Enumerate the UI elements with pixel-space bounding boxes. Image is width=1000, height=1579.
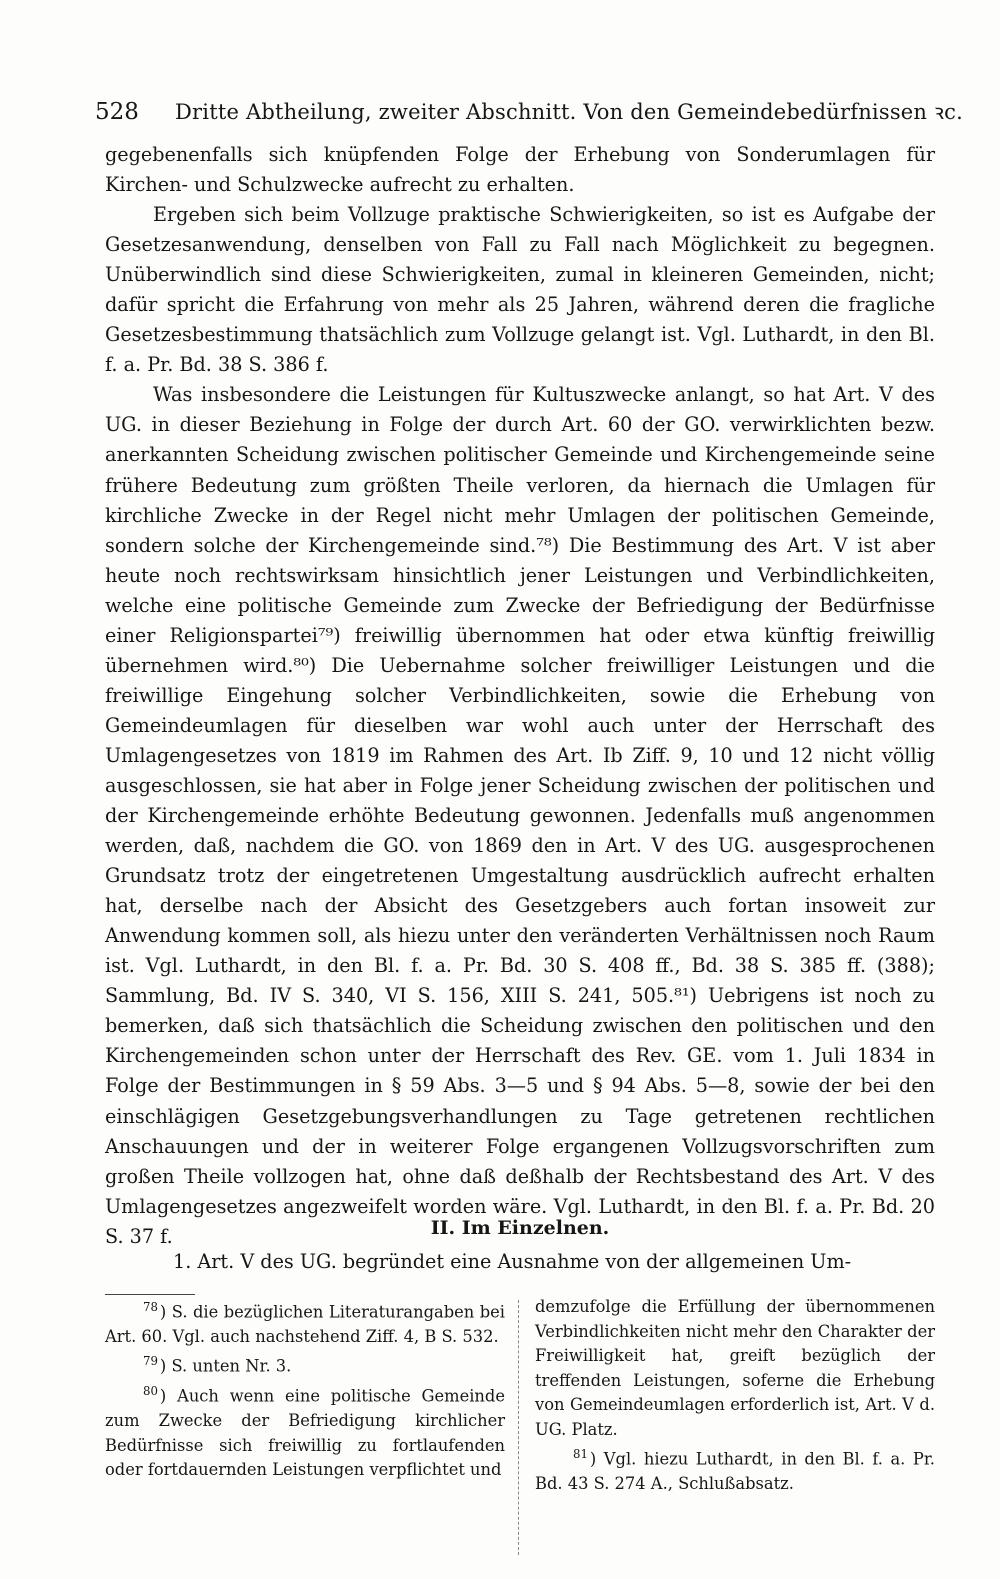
footnote: $^{78}$ ) S. die bezüglichen Literaturangaben bei Art. 60. Vgl. auch nachstehend Ziff. 4, B S. 532. <box>105 1300 505 1346</box>
paragraph: gegebenenfalls sich knüpfenden Folge der Erhebung von Sonderumlagen für Kirchen- und Schulzwecke aufrecht zu erhalten. <box>105 143 935 197</box>
footnotes-left-column <box>105 1295 505 1483</box>
footnotes-right-column <box>535 1295 935 1496</box>
footnote-text: Vgl. hiezu Luthardt, in den Bl. f. a. Pr. Bd. 43 S. 274 A., Schlußabsatz. <box>535 1449 935 1493</box>
footnote-text: S. die bezüglichen Literaturangaben bei Art. 60. Vgl. auch nachstehend Ziff. 4, B S. 532. <box>105 1302 505 1346</box>
footnote-marker: 81 <box>573 1447 588 1461</box>
page-header <box>95 92 964 132</box>
footnote-marker: 80 <box>143 1384 158 1399</box>
footnote-continuation: demzufolge die Erfüllung der übernommenen Verbindlichkeiten nicht mehr den Charakter der Freiwilligkeit hat, greift bezüglich der treffenden Leistungen, soferne die Erhebung von Gemeindeumlagen erforderlich ist, Art. V d. UG. Platz. <box>535 1297 935 1439</box>
footnote-marker: 79 <box>143 1354 158 1369</box>
footnote: $^{79}$ ) S. unten Nr. 3. <box>143 1354 292 1376</box>
section-heading: II. Im Einzelnen. <box>430 1217 610 1239</box>
main-text <box>105 140 935 1252</box>
footnote: $^{80}$ ) Auch wenn eine politische Gemeinde zum Zwecke der Befriedigung kirchlicher Bedürfnisse sich freiwillig zu fortlaufenden oder fortdauernden Leistungen verpflichtet und <box>105 1384 505 1480</box>
paragraph: Was insbesondere die Leistungen für Kultuszwecke anlangt, so hat Art. V des UG. in dieser Beziehung in Folge der durch Art. 60 der GO. verwirklichten bezw. anerkannten Scheidung zwischen politischer Gemeinde und Kirchengemeinde seine frühere Bedeutung zum größten Theile verloren, da hiernach die Umlagen für kirchliche Zwecke in der Regel nicht mehr Umlagen der politischen Gemeinde, sondern solche der Kirchengemeinde sind.⁷⁸) Die Bestimmung des Art. V ist aber heute noch rechtswirksam hinsichtlich jener Leistungen und Verbindlichkeiten, welche eine politische Gemeinde zum Zwecke der Befriedigung der Bedürfnisse einer Religionspartei⁷⁹) freiwillig übernommen hat oder etwa künftig freiwillig übernehmen wird.⁸⁰) Die Uebernahme solcher freiwilliger Leistungen und die freiwillige Eingehung solcher Verbindlichkeiten, sowie die Erhebung von Gemeindeumlagen für dieselben war wohl auch unter der Herrschaft des Umlagengesetzes von 1819 im Rahmen des Art. Ib Ziff. 9, 10 und 12 nicht völlig ausgeschlossen, sie hat aber in Folge jener Scheidung zwischen der politischen und der Kirchengemeinde erhöhte Bedeutung gewonnen. Jedenfalls muß angenommen werden, daß, nachdem die GO. von 1869 den in Art. V des UG. ausgesprochenen Grundsatz trotz der eingetretenen Umgestaltung ausdrücklich aufrecht erhalten hat, derselbe nach der Absicht des Gesetzgebers auch fortan insoweit zur Anwendung kommen soll, als hiezu unter den veränderten Verhältnissen noch Raum ist. Vgl. Luthardt, in den Bl. f. a. Pr. Bd. 30 S. 408 ff., Bd. 38 S. 385 ff. (388); Sammlung, Bd. IV S. 340, VI S. 156, XIII S. 241, 505.⁸¹) Uebrigens ist noch zu bemerken, daß sich thatsächlich die Scheidung zwischen den politischen und den Kirchengemeinden schon unter der Herrschaft des Rev. GE. vom 1. Juli 1834 in Folge der Bestimmungen in § 59 Abs. 3—5 und § 94 Abs. 5—8, sowie der bei den einschlägigen Gesetzgebungsverhandlungen zu Tage getretenen rechtlichen Anschauungen und der in weiterer Folge ergangenen Vollzugsvorschriften zum großen Theile vollzogen hat, ohne daß deßhalb der Rechtsbestand des Art. V des Umlagengesetzes angezweifelt worden wäre. Vgl. Luthardt, in den Bl. f. a. Pr. Bd. 20 S. 37 f. <box>105 383 935 1248</box>
section-first-line: 1. Art. V des UG. begründet eine Ausnahme von der allgemeinen Um- <box>173 1250 852 1273</box>
running-title: Dritte Abtheilung, zweiter Abschnitt. Von den Gemeindebedürfnissen ꝛc. <box>175 100 964 124</box>
paragraph: Ergeben sich beim Vollzuge praktische Schwierigkeiten, so ist es Aufgabe der Gesetzesanwendung, denselben von Fall zu Fall nach Möglichkeit zu begegnen. Unüberwindlich sind diese Schwierigkeiten, zumal in kleineren Gemeinden, nicht; dafür spricht die Erfahrung von mehr als 25 Jahren, während deren die fragliche Gesetzesbestimmung thatsächlich zum Vollzuge gelangt ist. Vgl. Luthardt, in den Bl. f. a. Pr. Bd. 38 S. 386 f. <box>105 203 935 377</box>
footnote-marker: 78 <box>143 1300 158 1314</box>
page-number: 528 <box>95 99 139 125</box>
footnote: $^{81}$ ) Vgl. hiezu Luthardt, in den Bl. f. a. Pr. Bd. 43 S. 274 A., Schlußabsatz. <box>535 1447 935 1493</box>
column-divider <box>518 1300 519 1555</box>
footnote-text: S. unten Nr. 3. <box>171 1356 292 1376</box>
footnote-text: Auch wenn eine politische Gemeinde zum Zwecke der Befriedigung kirchlicher Bedürfnisse sich freiwillig zu fortlaufenden oder fortdauernden Leistungen verpflichtet und <box>105 1386 505 1480</box>
